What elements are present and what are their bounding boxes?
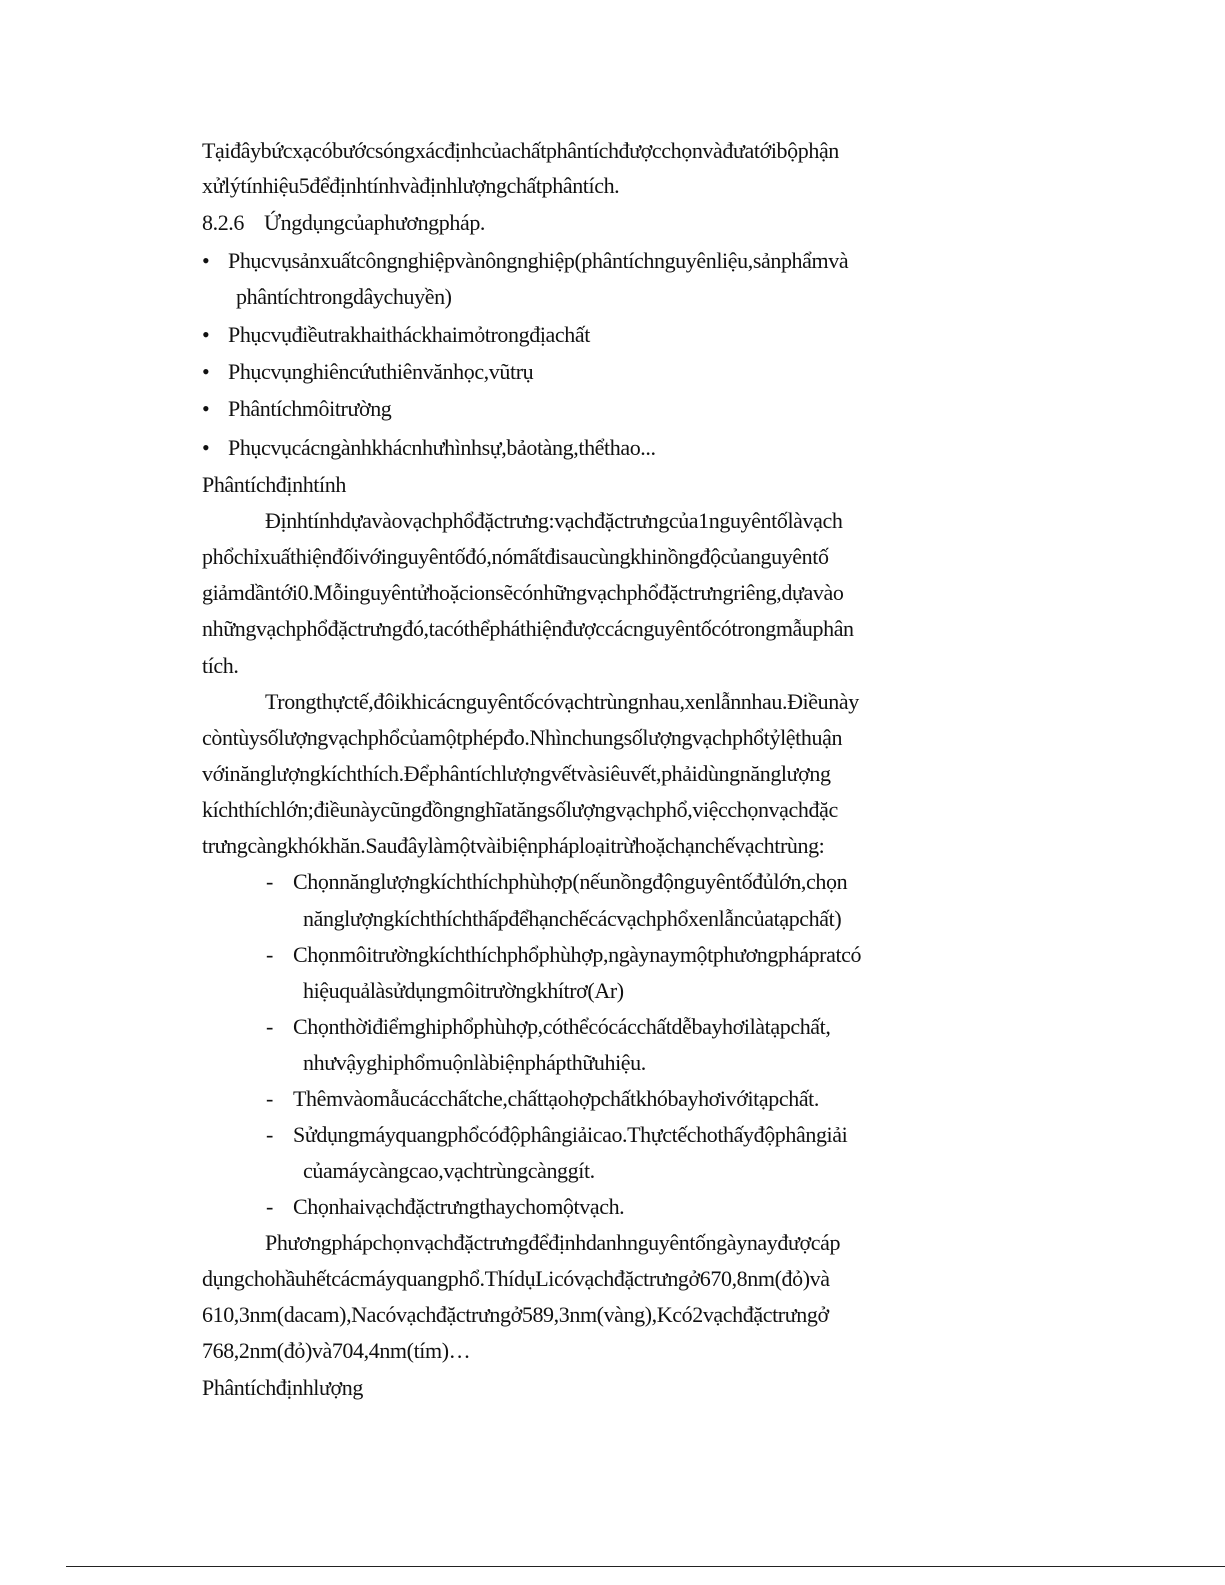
dash-icon: - xyxy=(266,1194,273,1219)
para1-line-1: Địnhtínhdựavàovạchphổđặctrưng:vạchđặctrưngcủa1nguyêntốlàvạch xyxy=(265,508,843,533)
measure-item-2: - Chọnmôitrườngkíchthíchphổphùhợp,ngàynaymộtphươngphápratcó xyxy=(266,940,1036,970)
measure-item-1: - Chọnnănglượngkíchthíchphùhợp(nếunồngđộnguyêntốđủlớn,chọn xyxy=(266,867,1036,897)
para1-line-2: phổchỉxuấthiệnđốivớinguyêntốđó,nómấtđisaucùngkhinồngđộcủanguyêntố xyxy=(202,544,829,569)
page-bottom-rule xyxy=(66,1566,1225,1567)
dash-icon: - xyxy=(266,1014,273,1039)
para2-line-5: trưngcàngkhókhăn.Sauđâylàmộtvàibiệnpháploạitrừhoặchạnchếvạchtrùng: xyxy=(202,833,825,858)
quantitative-heading: Phântíchđịnhlượng xyxy=(202,1375,363,1400)
bullet-icon: • xyxy=(202,359,210,384)
application-item-4: • Phântíchmôitrường xyxy=(202,394,972,424)
para2-line-2: còntùysốlượngvạchphổcủamộtphépđo.Nhìnchungsốlượngvạchphổtỷlệthuận xyxy=(202,725,843,750)
application-item-1-cont: phântíchtrongdâychuyền) xyxy=(236,284,452,309)
measure-item-5: - Sửdụngmáyquangphổcóđộphângiảicao.Thựctếchothấyđộphângiải xyxy=(266,1120,1036,1150)
dash-icon: - xyxy=(266,869,273,894)
qualitative-heading: Phântíchđịnhtính xyxy=(202,472,346,497)
para1-line-3: giảmdầntới0.Mỗinguyêntửhoặcionsẽcónhữngvạchphổđặctrưngriêng,dựavào xyxy=(202,580,844,605)
para3-line-2: dụngchohầuhếtcácmáyquangphổ.ThídụLicóvạchđặctrưngở670,8nm(đỏ)và xyxy=(202,1266,830,1291)
para2-line-1: Trongthựctế,đôikhicácnguyêntốcóvạchtrùngnhau,xenlẫnnhau.Điềunày xyxy=(265,689,859,714)
measure-item-3-cont: nhưvậyghiphổmuộnlàbiệnphápthữuhiệu. xyxy=(303,1050,646,1075)
para1-line-5: tích. xyxy=(202,653,239,678)
bullet-icon: • xyxy=(202,248,210,273)
bullet-icon: • xyxy=(202,322,210,347)
intro-line-1: Tạiđâybứcxạcóbướcsóngxácđịnhcủachấtphântíchđượcchọnvàđưatớibộphận xyxy=(202,138,839,163)
para2-line-3: vớinănglượngkíchthích.Đểphântíchlượngvếtvàsiêuvết,phảidùngnănglượng xyxy=(202,761,831,786)
measure-item-2-cont: hiệuquảlàsửdụngmôitrườngkhítrơ(Ar) xyxy=(303,978,624,1003)
para3-line-3: 610,3nm(dacam),Nacóvạchđặctrưngở589,3nm(vàng),Kcó2vạchđặctrưngở xyxy=(202,1302,829,1327)
dash-icon: - xyxy=(266,942,273,967)
application-item-2: • Phụcvụđiềutrakhaitháckhaimỏtrongđịachất xyxy=(202,320,972,350)
section-title: Ứngdụngcủaphươngpháp. xyxy=(264,210,486,235)
intro-line-2: xửlýtínhiệu5đểđịnhtínhvàđịnhlượngchấtphântích. xyxy=(202,173,620,198)
bullet-icon: • xyxy=(202,435,210,460)
section-heading xyxy=(202,208,972,238)
measure-item-4: - Thêmvàomẫucácchấtche,chấttạohợpchấtkhóbayhơivớitạpchất. xyxy=(266,1084,1036,1114)
para3-line-1: Phươngphápchọnvạchđặctrưngđểđịnhdanhnguyêntốngàynayđượcáp xyxy=(265,1230,841,1255)
section-number: 8.2.6 xyxy=(202,210,245,235)
dash-icon: - xyxy=(266,1122,273,1147)
dash-icon: - xyxy=(266,1086,273,1111)
application-item-5: • Phụcvụcácngànhkhácnhưhìnhsự,bảotàng,thểthao... xyxy=(202,433,972,463)
para3-line-4: 768,2nm(đỏ)và704,4nm(tím)… xyxy=(202,1338,471,1363)
measure-item-3: - Chọnthờiđiểmghiphổphùhợp,cóthểcócácchấtdễbayhơilàtạpchất, xyxy=(266,1012,1036,1042)
application-item-1: • Phụcvụsảnxuấtcôngnghiệpvànôngnghiệp(phântíchnguyênliệu,sảnphẩmvà xyxy=(202,246,972,276)
para1-line-4: nhữngvạchphổđặctrưngđó,tacóthểpháthiệnđượccácnguyêntốcótrongmẫuphân xyxy=(202,616,854,641)
application-item-3: • Phụcvụnghiêncứuthiênvănhọc,vũtrụ xyxy=(202,357,972,387)
bullet-icon: • xyxy=(202,396,210,421)
measure-item-6: - Chọnhaivạchđặctrưngthaychomộtvạch. xyxy=(266,1192,1036,1222)
measure-item-1-cont: nănglượngkíchthíchthấpđểhạnchếcácvạchphổxenlẫncủatạpchất) xyxy=(303,906,842,931)
para2-line-4: kíchthíchlớn;điềunàycũngđồngnghĩatăngsốlượngvạchphổ,việcchọnvạchđặc xyxy=(202,797,838,822)
measure-item-5-cont: củamáycàngcao,vạchtrùngcànggít. xyxy=(303,1158,595,1183)
